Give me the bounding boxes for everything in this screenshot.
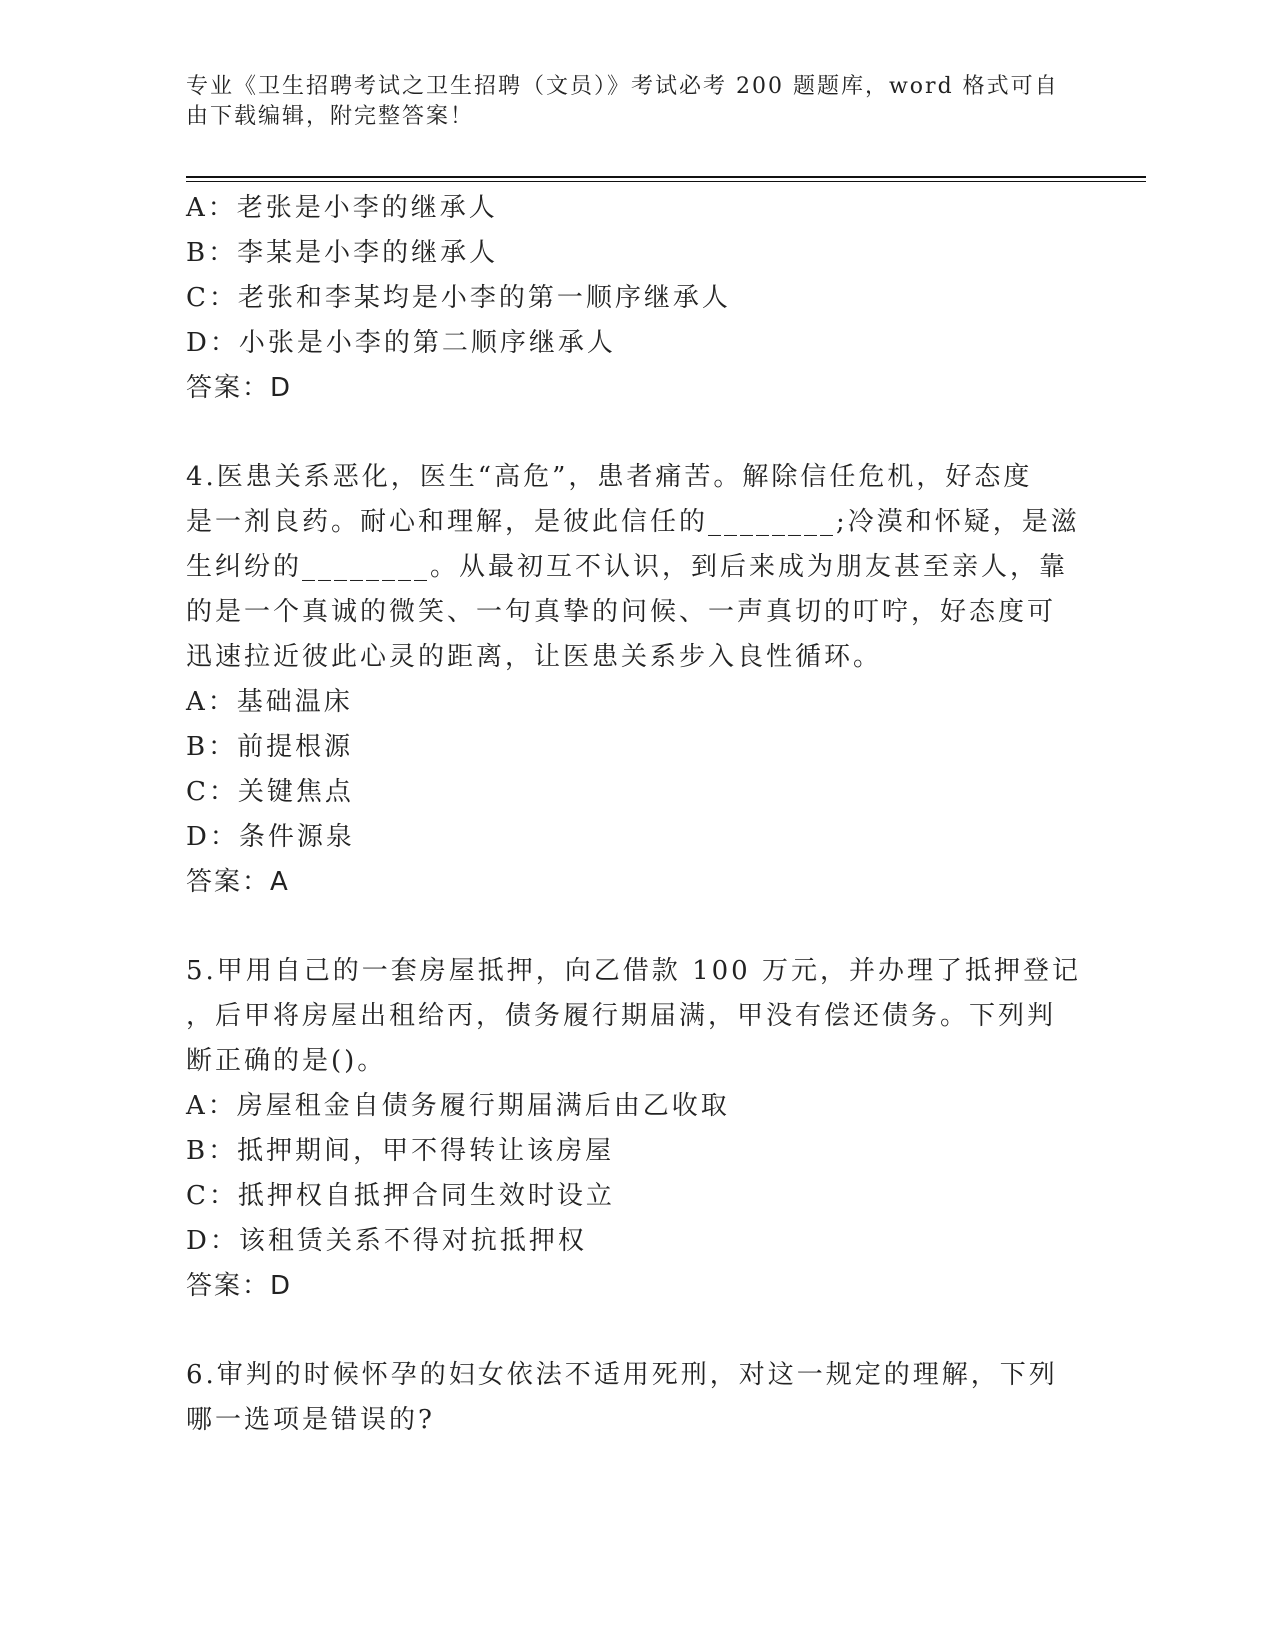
question-5-options	[186, 1084, 1066, 1264]
question-4-line-4: 的是一个真诚的微笑、一句真挚的问候、一声真切的叮咛，好态度可	[186, 597, 1057, 627]
question-4-options	[186, 680, 1066, 860]
question-3-answer: 答案：D	[186, 373, 293, 403]
option-b: B：前提根源	[186, 732, 354, 762]
option-c: C：关键焦点	[186, 777, 354, 807]
question-4-line-2: 是一剂良药。耐心和理解，是彼此信任的________;冷漠和怀疑，是滋	[186, 507, 1080, 537]
option-a: A：老张是小李的继承人	[186, 193, 498, 223]
header-divider-thick	[186, 176, 1146, 178]
spacer	[186, 905, 1066, 949]
option-d: D：该租赁关系不得对抗抵押权	[186, 1226, 587, 1256]
question-4-line-5: 迅速拉近彼此心灵的距离，让医患关系步入良性循环。	[186, 642, 883, 672]
option-c: C：老张和李某均是小李的第一顺序继承人	[186, 283, 731, 313]
question-5-line-2: ，后甲将房屋出租给丙，债务履行期届满，甲没有偿还债务。下列判	[186, 1001, 1057, 1031]
question-4-answer: 答案：A	[186, 867, 290, 897]
question-5-answer: 答案：D	[186, 1271, 293, 1301]
header-line-1: 专业《卫生招聘考试之卫生招聘（文员）》考试必考 200 题题库，word 格式可自	[186, 74, 1059, 99]
question-content	[186, 186, 1081, 1443]
question-4-line-3: 生纠纷的________。从最初互不认识，到后来成为朋友甚至亲人，靠	[186, 552, 1069, 582]
option-a: A：房屋租金自债务履行期届满后由乙收取	[186, 1091, 730, 1121]
question-5-line-3: 断正确的是()。	[186, 1046, 387, 1076]
question-6-line-2: 哪一选项是错误的?	[186, 1405, 435, 1435]
header-divider-thin	[186, 181, 1146, 182]
question-6-line-1: 6.审判的时候怀孕的妇女依法不适用死刑，对这一规定的理解，下列	[186, 1360, 1058, 1390]
question-5-line-1: 5.甲用自己的一套房屋抵押，向乙借款 100 万元，并办理了抵押登记	[186, 956, 1081, 986]
option-b: B：抵押期间，甲不得转让该房屋	[186, 1136, 615, 1166]
option-b: B：李某是小李的继承人	[186, 238, 499, 268]
question-4-line-1: 4.医患关系恶化，医生“高危”，患者痛苦。解除信任危机，好态度	[186, 462, 1033, 492]
spacer	[186, 1309, 1066, 1353]
document-header	[186, 72, 1066, 132]
option-c: C：抵押权自抵押合同生效时设立	[186, 1181, 615, 1211]
header-line-2: 由下载编辑，附完整答案！	[186, 104, 475, 129]
option-a: A：基础温床	[186, 687, 353, 717]
option-d: D：小张是小李的第二顺序继承人	[186, 328, 616, 358]
option-d: D：条件源泉	[186, 822, 355, 852]
spacer	[186, 411, 1066, 455]
question-6-text	[186, 1353, 1066, 1443]
question-4-text	[186, 455, 1080, 680]
question-3-options	[186, 186, 1066, 366]
question-5-text	[186, 949, 1081, 1084]
